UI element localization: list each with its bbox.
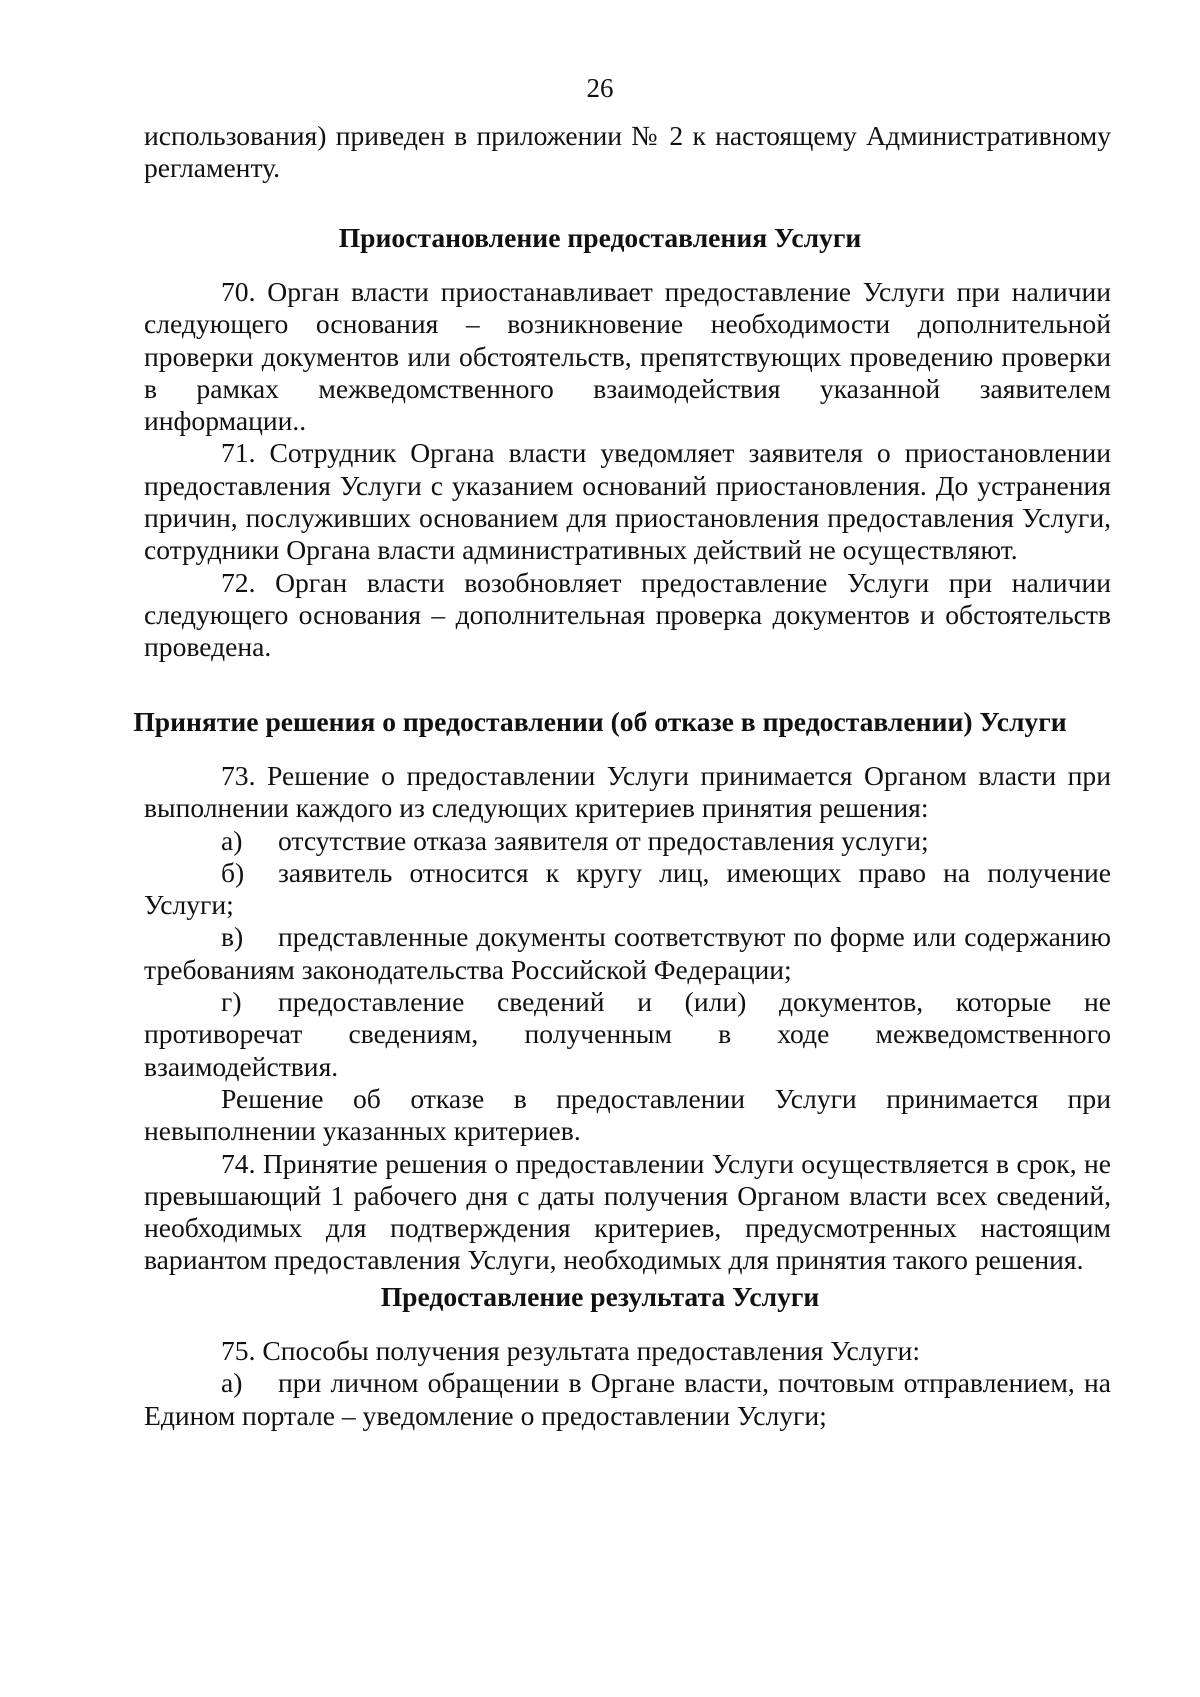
refusal-paragraph: Решение об отказе в предоставлении Услуги принимается при невыполнении указанных критериев. — [144, 1082, 1111, 1147]
intro-text: использования) приведен в приложении № 2 к настоящему Административному регламенту. — [144, 120, 1111, 184]
paragraph-73: 73. Решение о предоставлении Услуги принимается Органом власти при выполнении каждого из следующих критериев принятия решения: — [144, 760, 1111, 824]
method-item — [144, 1367, 1111, 1432]
criterion-item — [144, 921, 1111, 986]
item-marker: г) — [221, 986, 242, 1018]
item-text: представленные документы соответствуют по форме или содержанию требованиям законодательства Российской Федерации; — [144, 921, 1111, 985]
item-text: заявитель относится к кругу лиц, имеющих право на получение Услуги; — [144, 856, 1111, 921]
section-heading-result: Предоставление результата Услуги — [380, 1281, 820, 1312]
section-decision-body — [144, 760, 1111, 1277]
page-number: 26 — [586, 73, 614, 103]
paragraph-75: 75. Способы получения результата предоставления Услуги: — [221, 1335, 921, 1366]
item-marker: в) — [221, 921, 244, 953]
criterion-item — [144, 857, 1111, 922]
item-marker: б) — [221, 856, 245, 888]
paragraph-72: 72. Орган власти возобновляет предоставление Услуги при наличии следующего основания – дополнительная проверка документов и обстоятельств проведена. — [144, 566, 1111, 663]
item-marker: а) — [221, 1367, 243, 1399]
section-suspension-body — [144, 276, 1111, 664]
paragraph-70: 70. Орган власти приостанавливает предоставление Услуги при наличии следующего основания – возникновение необходимости дополнительной проверки документов или обстоятельств, препятствующих проведению проверки в рамках межведомственного взаимодействия указанной заявителем информации.. — [144, 276, 1111, 437]
item-text: при личном обращении в Органе власти, почтовым отправлением, на Едином портале – уведомление о предоставлении Услуги; — [144, 1367, 1111, 1431]
criterion-item — [144, 825, 1111, 857]
paragraph-71: 71. Сотрудник Органа власти уведомляет заявителя о приостановлении предоставления Услуги с указанием оснований приостановления. До устранения причин, послуживших основанием для приостановления предоставления Услуги, сотрудники Органа власти административных действий не осуществляют. — [144, 437, 1111, 566]
item-text: отсутствие отказа заявителя от предоставления услуги; — [278, 824, 929, 856]
section-result-body — [144, 1335, 1111, 1432]
paragraph-74: 74. Принятие решения о предоставлении Услуги осуществляется в срок, не превышающий 1 рабочего дня с даты получения Органом власти всех сведений, необходимых для подтверждения критериев, предусмотренных настоящим вариантом предоставления Услуги, необходимых для принятия такого решения. — [144, 1147, 1111, 1276]
section-heading-suspension: Приостановление предоставления Услуги — [338, 222, 862, 253]
item-marker: а) — [221, 824, 243, 856]
item-text: предоставление сведений и (или) документов, которые не противоречат сведениям, полученным в ходе межведомственного взаимодействия. — [144, 986, 1111, 1082]
criterion-item — [144, 986, 1111, 1083]
intro-paragraph — [144, 120, 1111, 185]
section-heading-decision: Принятие решения о предоставлении (об отказе в предоставлении) Услуги — [133, 706, 1067, 737]
